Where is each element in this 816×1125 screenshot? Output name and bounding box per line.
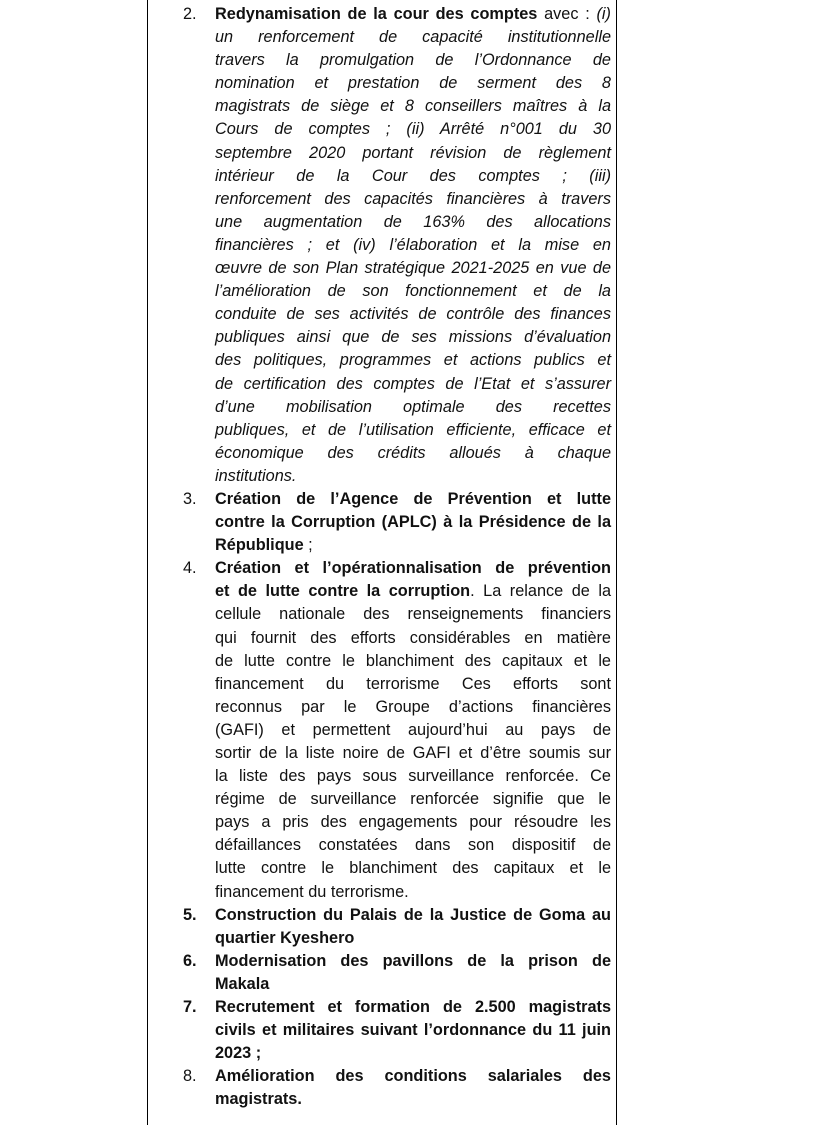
list-item-number: 2. [183,5,197,23]
text-line [215,349,611,372]
text-run: contre la Corruption (APLC) à la Présidence de la [215,513,611,532]
text-line [215,211,611,234]
list-item [183,950,611,996]
list-item-number: 8. [183,1067,197,1086]
text-run: reconnus par le Groupe d’actions financières [215,697,611,716]
text-run: travers la promulgation de l’Ordonnance de [215,51,611,70]
text-run: qui fournit des efforts considérables en matière [215,628,611,647]
text-line [215,1088,611,1111]
text-run: magistrats de siège et 8 conseillers maîtres à la [215,97,611,116]
text-line [215,719,611,742]
text-run: avec : [537,5,597,23]
text-line [215,165,611,188]
text-run: économique des crédits alloués à chaque [215,443,611,462]
text-run: un renforcement de capacité institutionnelle [215,28,611,47]
list-item-number: 6. [183,951,197,970]
text-line [215,811,611,834]
text-run: lutte contre le blanchiment des capitaux et le [215,859,611,878]
text-run: 2023 ; [215,1044,262,1063]
text-run: et de lutte contre la corruption [215,582,471,601]
text-run: financières ; et (iv) l’élaboration et la mise en [215,235,611,254]
text-run: Cours de comptes ; (ii) Arrêté n°001 du 30 [215,120,611,139]
text-line [215,742,611,765]
text-run: financement du terrorisme. [215,882,409,901]
text-run: une augmentation de 163% des allocations [215,212,611,231]
text-line [215,557,611,580]
text-line [215,3,611,26]
table-right-border [616,0,617,1125]
list-item [183,3,611,488]
text-run: République [215,536,304,555]
numbered-list [183,0,611,1112]
text-line [215,188,611,211]
text-line [215,673,611,696]
text-line [215,950,611,973]
text-run: l’amélioration de son fonctionnement et de la [215,282,611,301]
text-run: de certification des comptes de l’Etat et s’assurer [215,374,611,393]
text-run: (GAFI) et permettent aujourd’hui au pays de [215,720,611,739]
text-line [215,996,611,1019]
list-item-number: 3. [183,489,197,508]
text-line [215,927,611,950]
text-line [215,857,611,880]
text-line [215,904,611,927]
text-line [215,650,611,673]
text-line [215,118,611,141]
text-line [215,396,611,419]
text-line [215,488,611,511]
text-line [215,257,611,280]
text-run: Création et l’opérationnalisation de prévention [215,559,611,578]
table-left-border [147,0,148,1125]
text-run: Redynamisation de la cour des comptes [215,5,538,23]
text-line [215,373,611,396]
text-line [215,465,611,488]
text-run: financement du terrorisme Ces efforts sont [215,674,611,693]
text-run: publiques ainsi que de ses missions d’évaluation [215,328,611,347]
list-item-number: 5. [183,905,197,924]
text-run: ; [303,536,313,555]
text-line [215,280,611,303]
text-run: renforcement des capacités financières à travers [215,189,611,208]
text-line [215,234,611,257]
text-line [215,627,611,650]
text-line [215,326,611,349]
text-run: Makala [215,974,270,993]
text-line [215,603,611,626]
text-run: . La relance de la [470,582,611,601]
text-line [215,534,611,557]
text-run: Recrutement et formation de 2.500 magistrats [215,998,611,1017]
text-run: Construction du Palais de la Justice de Goma au [215,905,611,924]
text-line [215,442,611,465]
text-line [215,1042,611,1065]
text-run: Modernisation des pavillons de la prison de [215,951,611,970]
list-item [183,557,611,903]
text-run: nomination et prestation de serment des 8 [215,74,611,93]
text-line [215,26,611,49]
text-line [215,834,611,857]
text-run: défaillances constatées dans son dispositif de [215,836,611,855]
list-item-number: 4. [183,559,197,578]
text-run: (i) [596,5,611,23]
text-run: magistrats. [215,1090,302,1109]
text-run: œuvre de son Plan stratégique 2021-2025 en vue de [215,259,611,278]
text-line [215,696,611,719]
text-run: intérieur de la Cour des comptes ; (iii) [215,166,611,185]
text-line [215,419,611,442]
text-line [215,788,611,811]
text-run: Création de l’Agence de Prévention et lutte [215,489,611,508]
text-run: d’une mobilisation optimale des recettes [215,397,611,416]
text-run: pays a pris des engagements pour résoudre les [215,813,611,832]
text-run: institutions. [215,466,297,485]
text-line [215,1019,611,1042]
text-run: Amélioration des conditions salariales des [215,1067,611,1086]
text-run: régime de surveillance renforcée signifie que le [215,790,611,809]
text-line [215,511,611,534]
text-line [215,72,611,95]
text-line [215,303,611,326]
text-run: de lutte contre le blanchiment des capitaux et le [215,651,611,670]
list-item-number: 7. [183,998,197,1017]
text-run: civils et militaires suivant l’ordonnance du 11 juin [215,1021,611,1040]
list-item [183,996,611,1065]
list-item [183,904,611,950]
list-item [183,488,611,557]
text-run: des politiques, programmes et actions publics et [215,351,611,370]
text-line [215,95,611,118]
text-run: septembre 2020 portant révision de règlement [215,143,611,162]
text-run: conduite de ses activités de contrôle des finances [215,305,611,324]
text-line [215,580,611,603]
text-run: sortir de la liste noire de GAFI et d’être soumis sur [215,744,611,762]
text-run: publiques, et de l’utilisation efficiente, efficace et [215,420,611,439]
text-line [215,49,611,72]
text-run: cellule nationale des renseignements financiers [215,605,611,624]
text-line [215,881,611,904]
text-run: la liste des pays sous surveillance renforcée. Ce [215,767,611,786]
text-line [215,765,611,788]
list-item [183,1065,611,1111]
text-run: quartier Kyeshero [215,928,355,947]
text-line [215,973,611,996]
text-line [215,142,611,165]
text-line [215,1065,611,1088]
